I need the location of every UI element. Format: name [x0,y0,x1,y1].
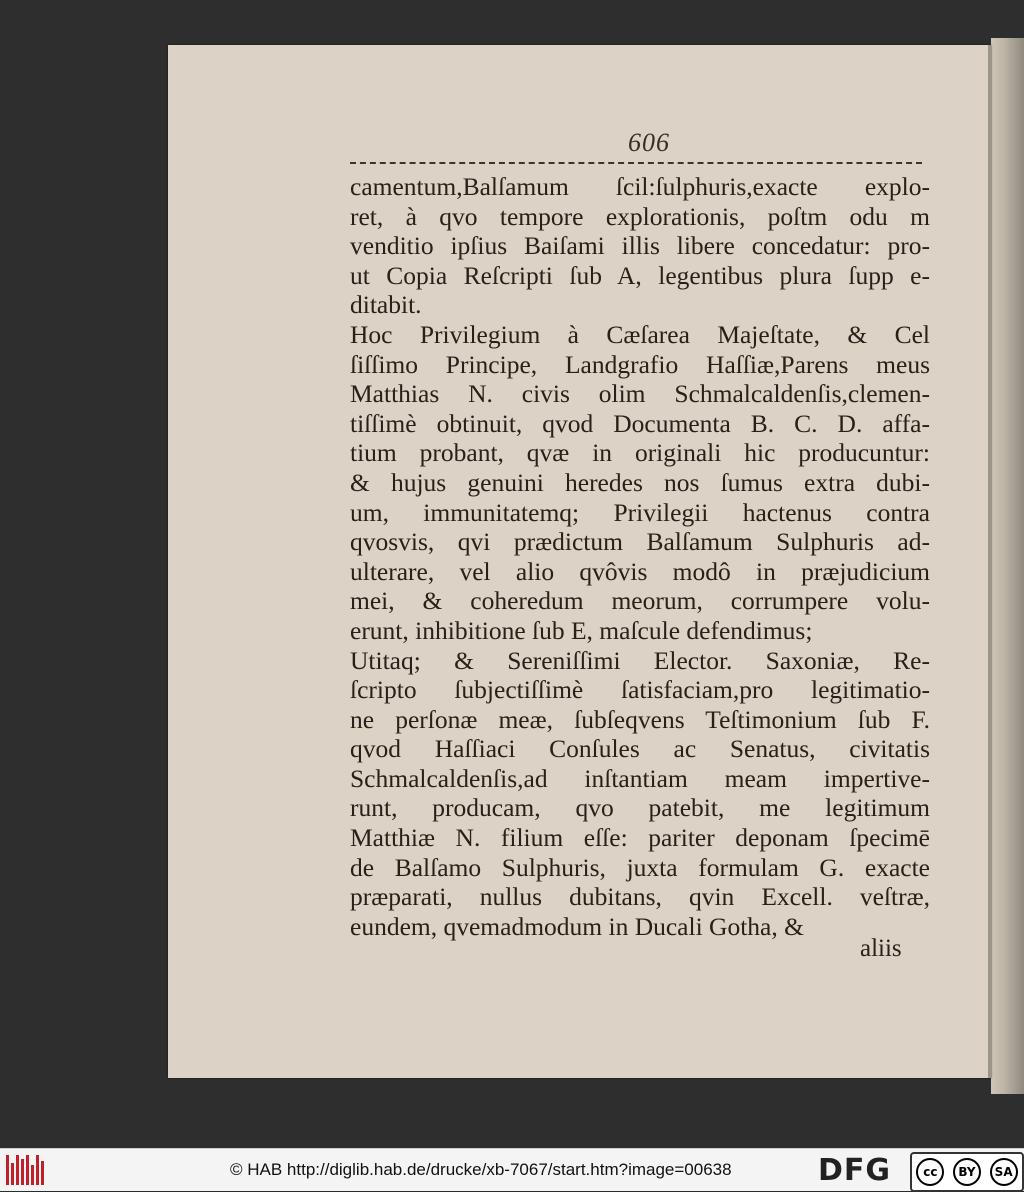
header-rule [350,162,922,164]
text-line: præparati, nullus dubitans, qvin Excell. veſtræ, [350,882,930,912]
source-link[interactable]: © HAB http://diglib.hab.de/drucke/xb-7067/start.htm?image=00638 [230,1160,732,1179]
page-gutter [988,45,992,1078]
cc-icon: cc [916,1158,944,1186]
text-line: eundem, qvemadmodum in Ducali Gotha, & [350,911,804,941]
text-line: tium probant, qvæ in originali hic producuntur: [350,438,930,468]
text-line: Matthiæ N. filium eſſe: pariter deponam ſpecimē [350,823,930,853]
sa-icon: SA [990,1158,1018,1186]
text-line: qvod Haſſiaci Conſules ac Senatus, civitatis [350,734,930,764]
text-line: venditio ipſius Baiſami illis libere concedatur: pro- [350,231,930,261]
text-line: & hujus genuini heredes nos ſumus extra dubi- [350,467,930,497]
text-line: qvosvis, qvi prædictum Balſamum Sulphuris ad- [350,527,930,557]
text-line: mei, & coheredum meorum, corrumpere volu- [350,586,930,616]
text-line: ditabit. [350,290,422,320]
page-number: 606 [628,128,670,157]
by-icon: BY [953,1158,981,1186]
text-line: ne perſonæ meæ, ſubſeqvens Teſtimonium ſub F. [350,704,930,734]
hab-logo-icon [6,1155,46,1185]
text-line: camentum,Balſamum ſcil:ſulphuris,exacte explo- [350,172,930,201]
text-line: erunt, inhibitione ſub E, maſcule defendimus; [350,615,813,645]
dfg-logo: DFG [818,1153,892,1188]
footer-bar [0,1148,1024,1191]
text-line: ulterare, vel alio qvôvis modô in præjudicium [350,556,930,586]
text-line: tiſſimè obtinuit, qvod Documenta B. C. D. affa- [350,408,930,438]
text-line: runt, producam, qvo patebit, me legitimum [350,793,930,823]
text-line: Utitaq; & Sereniſſimi Elector. Saxoniæ, Re- [350,645,930,675]
page-text [350,172,930,941]
text-line: ret, à qvo tempore explorationis, poſtm odu m [350,201,930,231]
text-line: Hoc Privilegium à Cæſarea Majeſtate, & Cel [350,319,930,349]
text-line: Matthias N. civis olim Schmalcaldenſis,clemen- [350,379,930,409]
text-line: Schmalcaldenſis,ad inſtantiam meam impertive- [350,763,930,793]
text-line: ſiſſimo Principe, Landgrafio Haſſiæ,Parens meus [350,349,930,379]
text-line: ut Copia Reſcripti ſub A, legentibus plura ſupp e- [350,260,930,290]
text-line: um, immunitatemq; Privilegii hactenus contra [350,497,930,527]
text-line: ſcripto ſubjectiſſimè ſatisfaciam,pro legitimatio- [350,675,930,705]
text-line: de Balſamo Sulphuris, juxta formulam G. exacte [350,852,930,882]
cc-license-badge[interactable] [910,1152,1024,1192]
catchword: aliis [860,935,902,962]
book-edge [991,38,1024,1094]
